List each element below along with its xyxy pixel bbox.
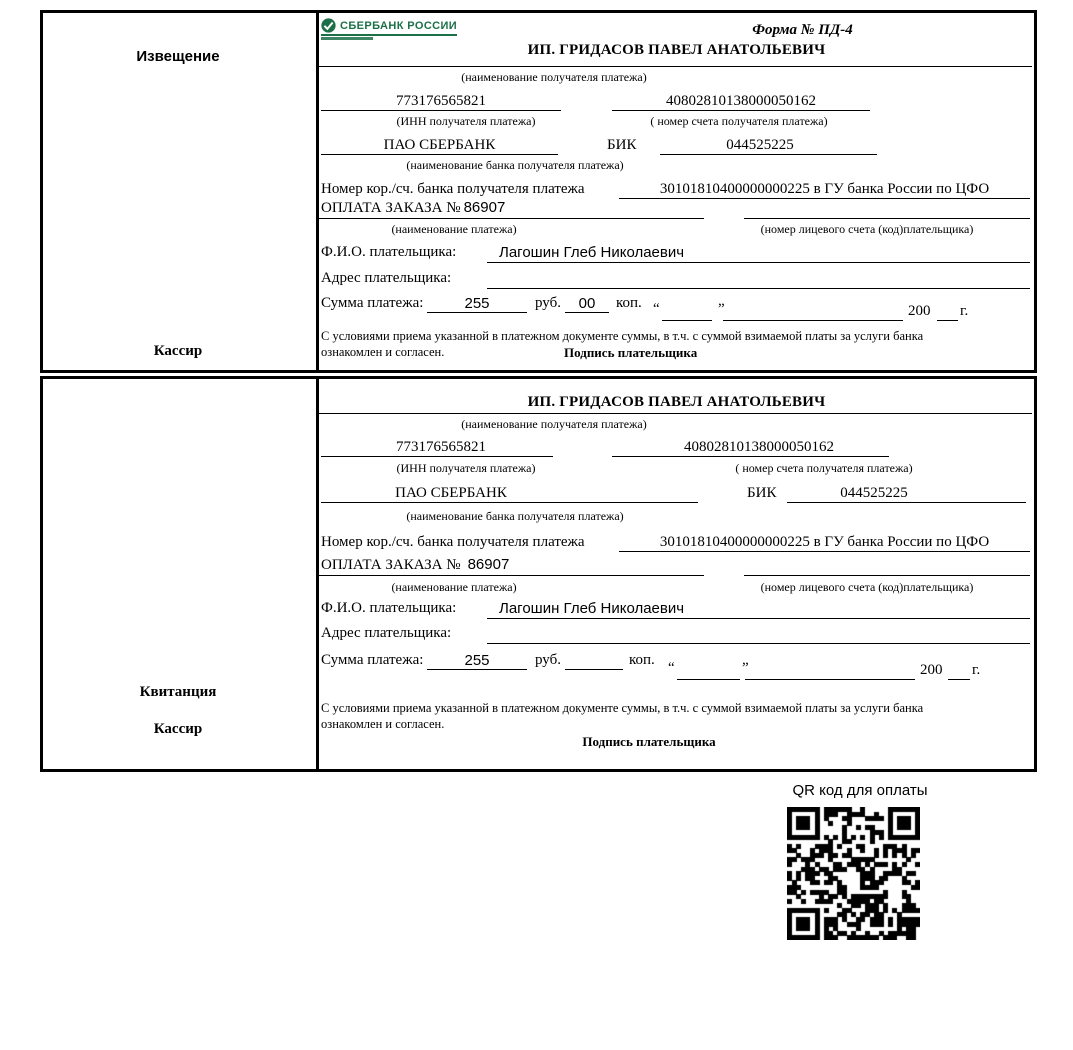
date-day-underline [662, 320, 712, 321]
payment-purpose-row [319, 199, 1034, 219]
date-month-underline [723, 320, 903, 321]
year-prefix: 200 [908, 303, 931, 319]
receipt-body [319, 379, 1034, 769]
logo-tagline-bar [321, 37, 373, 40]
recipient-name-caption: (наименование получателя платежа) [461, 417, 647, 431]
payment-purpose-prefix: ОПЛАТА ЗАКАЗА № [321, 557, 461, 573]
year-prefix: 200 [920, 662, 943, 678]
form-number-label: Форма № ПД-4 [752, 22, 853, 38]
bik-label: БИК [747, 485, 777, 501]
recipient-name-caption: (наименование получателя платежа) [461, 70, 647, 84]
bank-name-underline [321, 502, 698, 503]
bik-value: 044525225 [840, 485, 908, 501]
payment-purpose-prefix: ОПЛАТА ЗАКАЗА № [321, 200, 461, 216]
corr-account-value: 30101810400000000225 в ГУ банка России по ЦФО [659, 181, 990, 197]
personal-account-caption: (номер лицевого счета (код)плательщика) [760, 222, 974, 236]
amount-rub-value: 255 [464, 295, 490, 312]
payment-purpose-underline [319, 575, 704, 576]
corr-account-underline [619, 551, 1030, 552]
corr-account-row [319, 530, 1034, 552]
bik-underline [660, 154, 877, 155]
bank-row [319, 481, 1034, 503]
payer-address-label: Адрес плательщика: [321, 270, 452, 286]
quote-open: “ [653, 301, 660, 317]
agreement-text-line1: С условиями приема указанной в платежном документе суммы, в т.ч. с суммой взимаемой платы за услуги банка [321, 701, 924, 715]
account-value: 40802810138000050162 [666, 93, 816, 109]
qr-code [787, 807, 920, 940]
notice-section [40, 10, 1037, 373]
payment-purpose [321, 556, 509, 574]
payer-signature-label: Подпись плательщика [564, 345, 698, 360]
payer-name-underline [487, 618, 1030, 619]
year-suffix: г. [960, 303, 969, 319]
qr-caption: QR код для оплаты [792, 782, 928, 799]
payer-address-row [319, 267, 1034, 289]
payer-address-underline [487, 288, 1030, 289]
payer-signature-label: Подпись плательщика [582, 734, 716, 749]
inn-underline [321, 456, 553, 457]
purpose-caption: (наименование платежа) [391, 222, 517, 236]
payer-name-value: Лагошин Глеб Николаевич [499, 244, 685, 261]
date-month-underline [745, 679, 915, 680]
amount-label: Сумма платежа: [321, 652, 424, 668]
receipt-title: Квитанция [139, 684, 217, 700]
payer-name-row [319, 597, 1034, 619]
order-number: 86907 [463, 199, 506, 216]
inn-account-captions [319, 461, 1034, 483]
recipient-name-underline [319, 66, 1032, 67]
account-caption: ( номер счета получателя платежа) [650, 114, 828, 128]
kop-label: коп. [616, 295, 642, 311]
sberbank-logo [321, 18, 457, 40]
payer-name-row [319, 241, 1034, 263]
recipient-name: ИП. ГРИДАСОВ ПАВЕЛ АНАТОЛЬЕВИЧ [527, 42, 826, 58]
corr-account-label: Номер кор./сч. банка получателя платежа [321, 534, 585, 550]
bik-label: БИК [607, 137, 637, 153]
amount-rub-value: 255 [464, 652, 490, 669]
agreement-text-line2: ознакомлен и согласен. [321, 345, 445, 359]
quote-close: ” [742, 660, 749, 676]
purpose-caption: (наименование платежа) [391, 580, 517, 594]
payer-address-underline [487, 643, 1030, 644]
inn-value: 773176565821 [396, 439, 486, 455]
inn-caption: (ИНН получателя платежа) [396, 461, 536, 475]
payer-name-label: Ф.И.О. плательщика: [321, 600, 457, 616]
account-underline [612, 456, 889, 457]
year-underline [948, 679, 970, 680]
sberbank-logo-text: СБЕРБАНК РОССИИ [340, 19, 458, 32]
payer-name-value: Лагошин Глеб Николаевич [499, 600, 685, 617]
notice-left-cell [43, 13, 319, 370]
inn-value: 773176565821 [396, 93, 486, 109]
payer-address-row [319, 622, 1034, 644]
payment-purpose-row [319, 556, 1034, 576]
inn-underline [321, 110, 561, 111]
bank-name-value: ПАО СБЕРБАНК [383, 137, 496, 153]
account-value: 40802810138000050162 [684, 439, 834, 455]
receipt-cashier-label: Кассир [153, 721, 203, 737]
bank-name-caption: (наименование банка получателя платежа) [406, 509, 624, 523]
agreement-text-line2: ознакомлен и согласен. [321, 717, 445, 731]
amount-label: Сумма платежа: [321, 295, 424, 311]
corr-account-label: Номер кор./сч. банка получателя платежа [321, 181, 585, 197]
bank-row [319, 133, 1034, 155]
bank-name-underline [321, 154, 558, 155]
personal-account-underline [744, 575, 1030, 576]
account-underline [612, 110, 870, 111]
year-suffix: г. [972, 662, 981, 678]
quote-open: “ [668, 660, 675, 676]
agreement-text-line1: С условиями приема указанной в платежном документе суммы, в т.ч. с суммой взимаемой платы за услуги банка [321, 329, 924, 343]
personal-account-underline [744, 218, 1030, 219]
inn-account-row [319, 89, 1034, 111]
corr-account-row [319, 177, 1034, 199]
personal-account-caption: (номер лицевого счета (код)плательщика) [760, 580, 974, 594]
inn-caption: (ИНН получателя платежа) [396, 114, 536, 128]
payer-name-label: Ф.И.О. плательщика: [321, 244, 457, 260]
rub-label: руб. [535, 652, 561, 668]
year-underline [937, 320, 958, 321]
quote-close: ” [718, 301, 725, 317]
date-day-underline [677, 679, 740, 680]
kop-label: коп. [629, 652, 655, 668]
inn-account-row [319, 435, 1034, 457]
rub-label: руб. [535, 295, 561, 311]
notice-title: Извещение [136, 48, 220, 65]
bank-name-caption: (наименование банка получателя платежа) [406, 158, 624, 172]
order-number: 86907 [467, 556, 510, 573]
bank-name-value: ПАО СБЕРБАНК [395, 485, 507, 501]
bik-underline [787, 502, 1026, 503]
corr-account-value: 30101810400000000225 в ГУ банка России по ЦФО [659, 534, 990, 550]
payment-purpose [321, 199, 505, 217]
payer-address-label: Адрес плательщика: [321, 625, 452, 641]
account-caption: ( номер счета получателя платежа) [735, 461, 913, 475]
amount-kop-value: 00 [578, 295, 596, 312]
sberbank-logo-icon [321, 18, 336, 33]
receipt-section [40, 376, 1037, 772]
notice-cashier-label: Кассир [153, 343, 203, 359]
recipient-name-underline [319, 413, 1032, 414]
recipient-name: ИП. ГРИДАСОВ ПАВЕЛ АНАТОЛЬЕВИЧ [527, 394, 826, 410]
bik-value: 044525225 [726, 137, 794, 153]
payment-purpose-underline [319, 218, 704, 219]
payer-name-underline [487, 262, 1030, 263]
receipt-left-cell [43, 379, 319, 769]
notice-body [319, 13, 1034, 370]
